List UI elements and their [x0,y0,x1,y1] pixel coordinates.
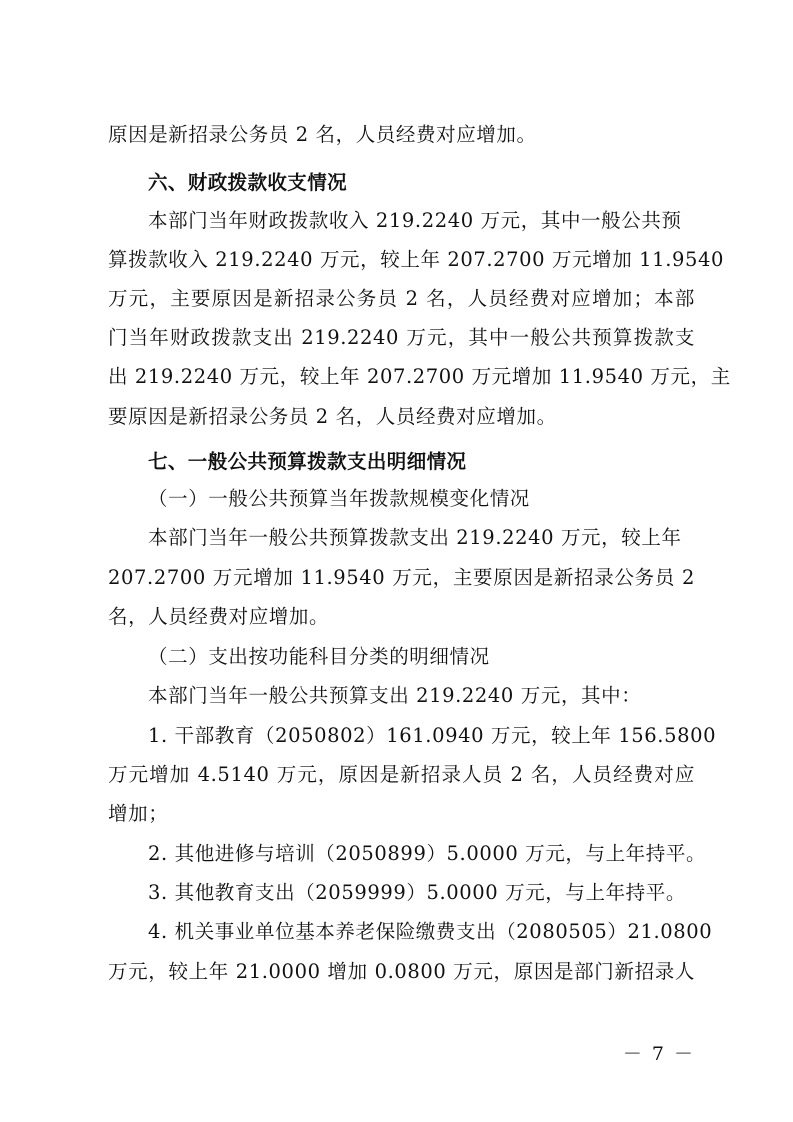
list-item-line: 3. 其他教育支出（2059999）5.0000 万元，与上年持平。 [148,881,686,904]
paragraph-line: 要原因是新招录公务员 2 名，人员经费对应增加。 [108,405,557,428]
list-item-line: 增加； [108,802,169,825]
list-item-line: 1. 干部教育（2050802）161.0940 万元，较上年 156.5800 [148,724,717,747]
list-item-line: 2. 其他进修与培训（2050899）5.0000 万元，与上年持平。 [148,842,707,865]
page-number: － 7 － [622,1043,695,1065]
paragraph-line: 原因是新招录公务员 2 名，人员经费对应增加。 [108,123,537,146]
paragraph-line: 207.2700 万元增加 11.9540 万元，主要原因是新招录公务员 2 [108,566,695,589]
paragraph-line: 出 219.2240 万元，较上年 207.2700 万元增加 11.9540 万元，主 [108,365,731,388]
paragraph-line: 本部门当年财政拨款收入 219.2240 万元，其中一般公共预 [148,209,682,232]
list-item-line: 4. 机关事业单位基本养老保险缴费支出（2080505）21.0800 [148,920,713,943]
section-heading: 七、一般公共预算拨款支出明细情况 [148,450,467,473]
paragraph-line: 万元，主要原因是新招录公务员 2 名，人员经费对应增加；本部 [108,287,695,310]
section-heading: 六、财政拨款收支情况 [148,171,348,194]
subsection-heading: （一）一般公共预算当年拨款规模变化情况 [148,487,530,510]
paragraph-line: 算拨款收入 219.2240 万元，较上年 207.2700 万元增加 11.9540 [108,248,725,271]
paragraph-line: 门当年财政拨款支出 219.2240 万元，其中一般公共预算拨款支 [108,326,695,349]
paragraph-line: 本部门当年一般公共预算拨款支出 219.2240 万元，较上年 [148,526,682,549]
list-item-line: 万元增加 4.5140 万元，原因是新招录人员 2 名，人员经费对应 [108,763,695,786]
subsection-heading: （二）支出按功能科目分类的明细情况 [148,645,490,668]
paragraph-line: 名，人员经费对应增加。 [108,605,330,628]
paragraph-line: 本部门当年一般公共预算支出 219.2240 万元，其中： [148,684,642,707]
list-item-line: 万元，较上年 21.0000 增加 0.0800 万元，原因是部门新招录人 [108,960,695,983]
